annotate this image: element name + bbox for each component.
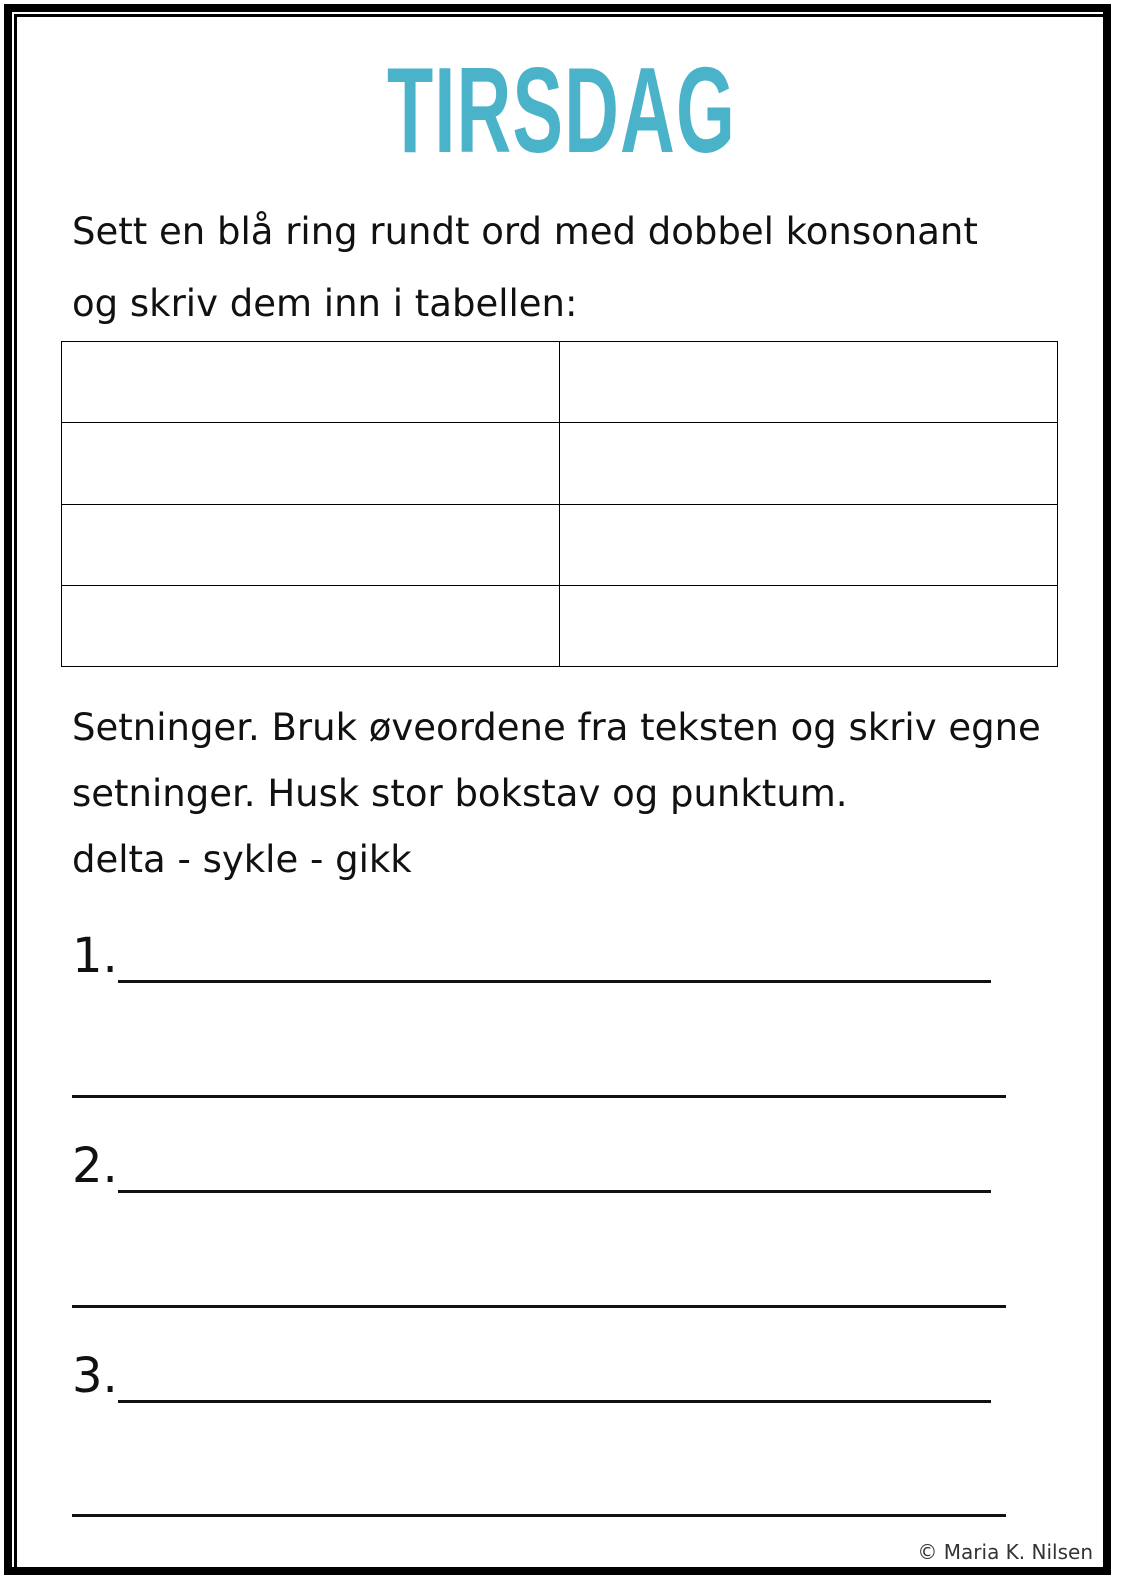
task2-line1: Setninger. Bruk øveordene fra teksten og skriv egne — [72, 706, 1041, 749]
sentence-2-line-2[interactable] — [72, 1305, 1006, 1308]
table-cell[interactable] — [560, 423, 1058, 504]
sentence-3-line-1[interactable] — [118, 1400, 991, 1403]
table-row — [62, 585, 1058, 666]
sentence-number-3: 3. — [72, 1348, 118, 1404]
table-cell[interactable] — [62, 342, 560, 423]
table-cell[interactable] — [62, 504, 560, 585]
table-cell[interactable] — [62, 423, 560, 504]
task1-line2: og skriv dem inn i tabellen: — [72, 282, 578, 325]
table-row — [62, 342, 1058, 423]
table-row — [62, 423, 1058, 504]
table-cell[interactable] — [62, 585, 560, 666]
task2-instructions — [72, 695, 1041, 827]
word-table — [61, 341, 1058, 667]
task2-line2: setninger. Husk stor bokstav og punktum. — [72, 772, 848, 815]
task1-instructions — [72, 196, 978, 340]
sentence-number-1: 1. — [72, 928, 118, 984]
table-cell[interactable] — [560, 342, 1058, 423]
practice-words: delta - sykle - gikk — [72, 838, 412, 881]
table-cell[interactable] — [560, 585, 1058, 666]
sentence-3-line-2[interactable] — [72, 1514, 1006, 1517]
sentence-1-line-2[interactable] — [72, 1095, 1006, 1098]
worksheet-title: TIRSDAG — [386, 42, 737, 178]
sentence-1-line-1[interactable] — [118, 980, 991, 983]
task1-line1: Sett en blå ring rundt ord med dobbel konsonant — [72, 210, 978, 253]
sentence-2-line-1[interactable] — [118, 1190, 991, 1193]
sentence-number-2: 2. — [72, 1138, 118, 1194]
copyright-footer: © Maria K. Nilsen — [917, 1540, 1093, 1564]
table-row — [62, 504, 1058, 585]
table-cell[interactable] — [560, 504, 1058, 585]
